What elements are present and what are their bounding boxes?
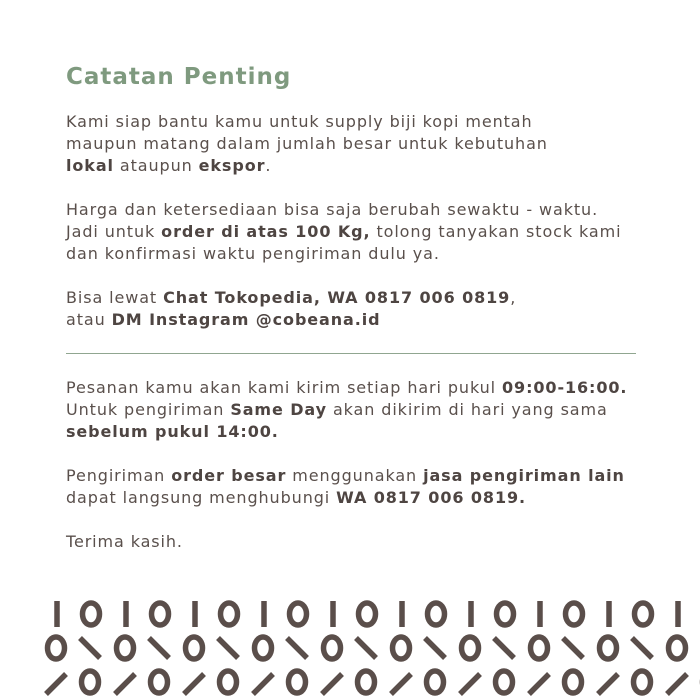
pattern-slash	[184, 674, 204, 694]
pattern-backslash	[287, 638, 307, 658]
pattern-ring	[151, 671, 168, 693]
pattern-ring	[635, 603, 652, 625]
pattern-slash	[253, 674, 273, 694]
page-title: Catatan Penting	[66, 64, 292, 90]
paragraph-pricing: Harga dan ketersediaan bisa saja berubah sewaktu - waktu. Jadi untuk order di atas 100 Kg, tolong tanyakan stock kami dan konfirmasi waktu pengiriman dulu ya.	[66, 200, 622, 263]
pattern-ring	[359, 603, 376, 625]
coffee-bean-pattern-icon	[0, 596, 700, 700]
pattern-backslash	[80, 638, 100, 658]
section-divider	[66, 353, 636, 354]
pattern-ring	[497, 603, 514, 625]
paragraph-large-order: Pengiriman order besar menggunakan jasa pengiriman lain dapat langsung menghubungi WA 0817 006 0819.	[66, 466, 625, 507]
pattern-slash	[322, 674, 342, 694]
pattern-ring	[531, 637, 548, 659]
pattern-ring	[565, 671, 582, 693]
pattern-ring	[186, 637, 203, 659]
pattern-svg	[0, 596, 700, 700]
paragraph-shipping-schedule: Pesanan kamu akan kami kirim setiap hari pukul 09:00-16:00. Untuk pengiriman Same Day akan dikirim di hari yang sama sebelum pukul 14:00.	[66, 378, 628, 441]
pattern-ring	[82, 671, 99, 693]
pattern-slash	[460, 674, 480, 694]
pattern-ring	[290, 603, 307, 625]
pattern-backslash	[425, 638, 445, 658]
pattern-ring	[393, 637, 410, 659]
pattern-ring	[220, 671, 237, 693]
pattern-ring	[427, 671, 444, 693]
pattern-ring	[255, 637, 272, 659]
paragraph-contact: Bisa lewat Chat Tokopedia, WA 0817 006 0819, atau DM Instagram @cobeana.id	[66, 288, 517, 329]
paragraph-thanks: Terima kasih.	[66, 532, 183, 551]
pattern-ring	[289, 671, 306, 693]
pattern-slash	[391, 674, 411, 694]
pattern-slash	[46, 674, 66, 694]
pattern-backslash	[563, 638, 583, 658]
pattern-ring	[600, 637, 617, 659]
pattern-ring	[496, 671, 513, 693]
pattern-ring	[634, 671, 651, 693]
pattern-slash	[529, 674, 549, 694]
pattern-ring	[324, 637, 341, 659]
pattern-backslash	[356, 638, 376, 658]
pattern-backslash	[218, 638, 238, 658]
pattern-slash	[667, 674, 687, 694]
pattern-backslash	[494, 638, 514, 658]
pattern-ring	[152, 603, 169, 625]
pattern-slash	[115, 674, 135, 694]
pattern-ring	[83, 603, 100, 625]
pattern-ring	[117, 637, 134, 659]
notes-card	[66, 66, 646, 575]
paragraph-supply: Kami siap bantu kamu untuk supply biji kopi mentah maupun matang dalam jumlah besar untuk kebutuhan lokal ataupun ekspor.	[66, 112, 548, 175]
pattern-slash	[598, 674, 618, 694]
pattern-ring	[48, 637, 65, 659]
pattern-ring	[669, 637, 686, 659]
pattern-backslash	[632, 638, 652, 658]
pattern-ring	[358, 671, 375, 693]
pattern-backslash	[149, 638, 169, 658]
pattern-ring	[566, 603, 583, 625]
pattern-ring	[428, 603, 445, 625]
pattern-ring	[462, 637, 479, 659]
pattern-ring	[221, 603, 238, 625]
